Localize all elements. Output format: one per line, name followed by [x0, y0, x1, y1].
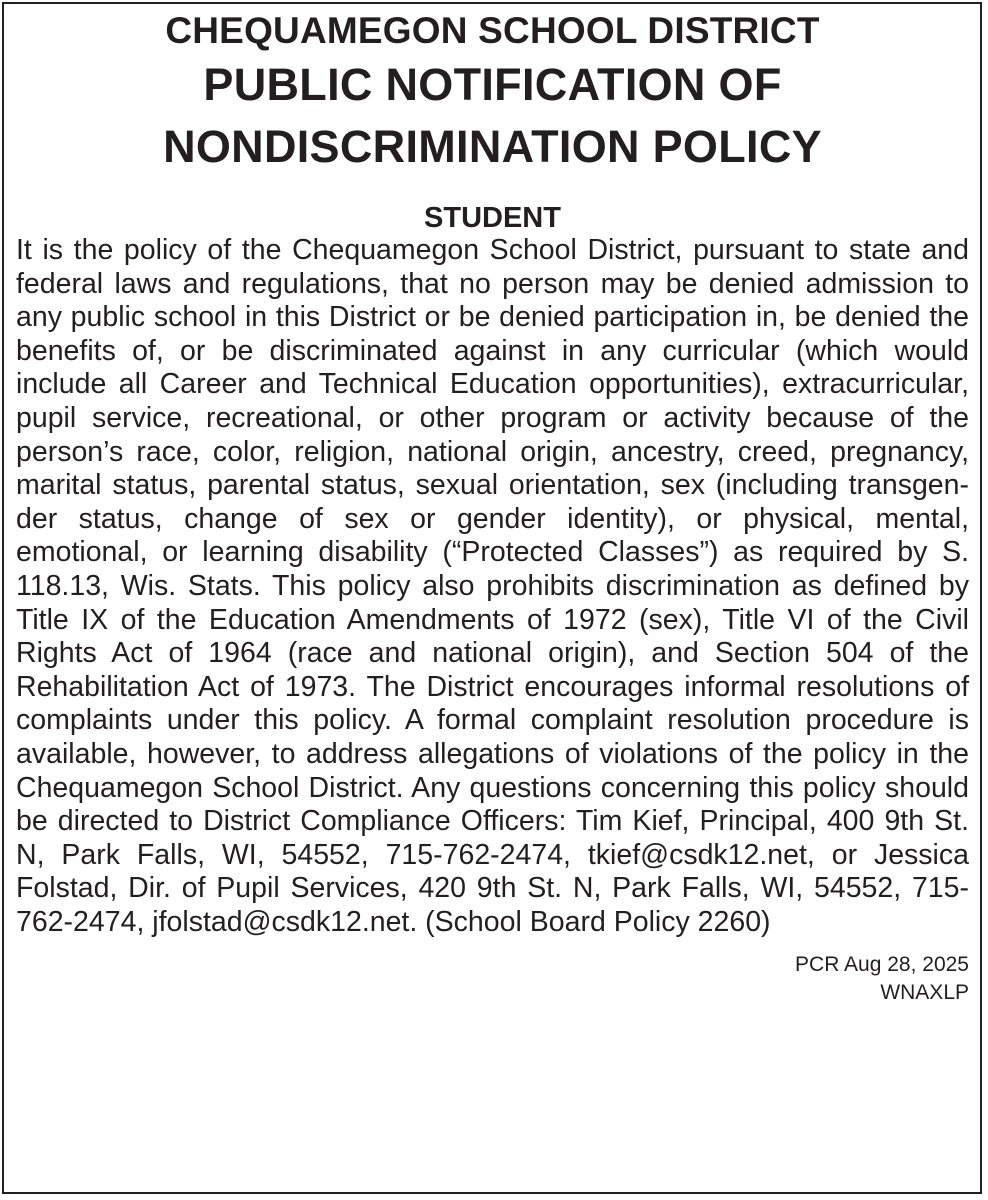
section-heading: STUDENT [424, 202, 561, 234]
publication-footer [16, 951, 969, 1007]
publication-date: PCR Aug 28, 2025 [795, 953, 969, 977]
policy-body-text: It is the policy of the Chequamegon School District, pursuant to state and federal laws and regulations, that no person may be denied admission to any public school in this District or be denied participation in, be denied the benefits of, or be discriminated against in any curricular (which would include all Career and Technical Education opportunities), extracurricular, pupil service, recreational, or other program or activity because of the person’s race, color, religion, national origin, ancestry, creed, pregnancy, marital status, parental status, sexual orientation, sex (including transgender status, change of sex or gender identity), or physical, mental, emotional, or learning disability (“Protected Classes”) as required by S. 118.13, Wis. Stats. This policy also prohibits discrimination as defined by Title IX of the Education Amendments of 1972 (sex), Title VI of the Civil Rights Act of 1964 (race and national origin), and Section 504 of the Rehabilitation Act of 1973. The District encourages informal resolutions of complaints under this policy. A formal complaint resolution procedure is available, however, to address allegations of violations of the policy in the Chequamegon School District. Any questions concerning this policy should be directed to District Compliance Officers: Tim Kief, Principal, 400 9th St. N, Park Falls, WI, 54552, 715-762-2474, tkief@csdk12.net, or Jessica Folstad, Dir. of Pupil Services, 420 9th St. N, Park Falls, WI, 54552, 715-762-2474, jfolstad@csdk12.net. (School Board Policy 2260) [16, 234, 969, 938]
publication-code: WNAXLP [880, 981, 969, 1005]
public-notice [2, 2, 982, 1194]
district-name: CHEQUAMEGON SCHOOL DISTRICT [165, 10, 820, 51]
notice-title-line-1: PUBLIC NOTIFICATION OF [203, 59, 782, 110]
notice-title-line-2: NONDISCRIMINATION POLICY [163, 121, 822, 172]
